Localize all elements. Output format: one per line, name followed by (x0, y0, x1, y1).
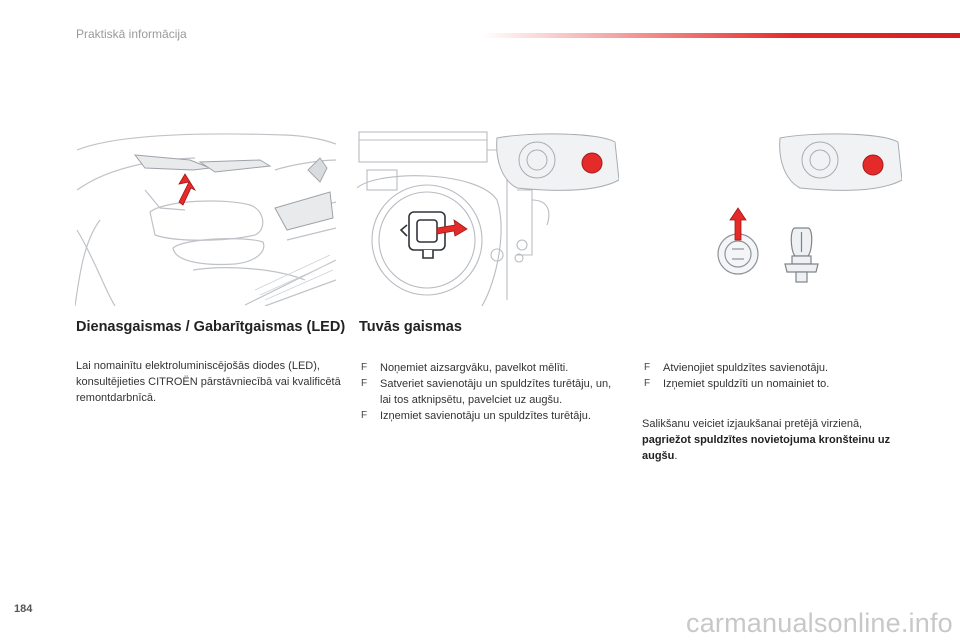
arrow-up-icon (179, 174, 195, 205)
section-title: Praktiskā informācija (76, 27, 187, 41)
led-lamp-illustration (75, 130, 336, 306)
bullet-icon: F (644, 378, 651, 389)
list-item: F Atvienojiet spuldzītes savienotāju. (644, 362, 829, 374)
page-number: 184 (14, 603, 33, 615)
bulb-illustration (640, 130, 902, 306)
dipped-beam-steps (359, 360, 621, 424)
bullet-icon: F (361, 410, 368, 421)
dipped-beam-illustration (357, 130, 619, 306)
bullet-icon: F (361, 362, 368, 373)
list-item: F Izņemiet savienotāju un spuldzītes turētāju. (361, 410, 591, 422)
reassembly-note: Salikšanu veiciet izjaukšanai pretējā virzienā, pagriežot spuldzītes novietojuma kronšteinu uz augšu. (642, 418, 891, 462)
list-item: F Satveriet savienotāju un spuldzītes turētāju, un, lai tos atknipsētu, pavelciet uz augšu. (361, 378, 612, 406)
halogen-bulb-icon (785, 228, 818, 282)
header-accent-bar (482, 33, 960, 38)
watermark: carmanualsonline.info (686, 608, 953, 638)
led-instructions: Lai nomainītu elektroluminiscējošās diodes (LED), konsultējieties CITROËN pārstāvniecībā vai kvalificētā remontdarbnīcā. (76, 360, 341, 404)
list-item: F Izņemiet spuldzīti un nomainiet to. (644, 378, 830, 390)
heading-dipped-beam: Tuvās gaismas (359, 319, 462, 335)
list-item: F Noņemiet aizsargvāku, pavelkot mēlīti. (361, 362, 569, 374)
bulb-location-marker (863, 155, 883, 175)
bullet-icon: F (361, 378, 368, 389)
bullet-icon: F (644, 362, 651, 373)
heading-led-lamps: Dienasgaismas / Gabarītgaismas (LED) (76, 319, 346, 335)
bulb-replacement-steps (642, 360, 904, 392)
bulb-location-marker (582, 153, 602, 173)
